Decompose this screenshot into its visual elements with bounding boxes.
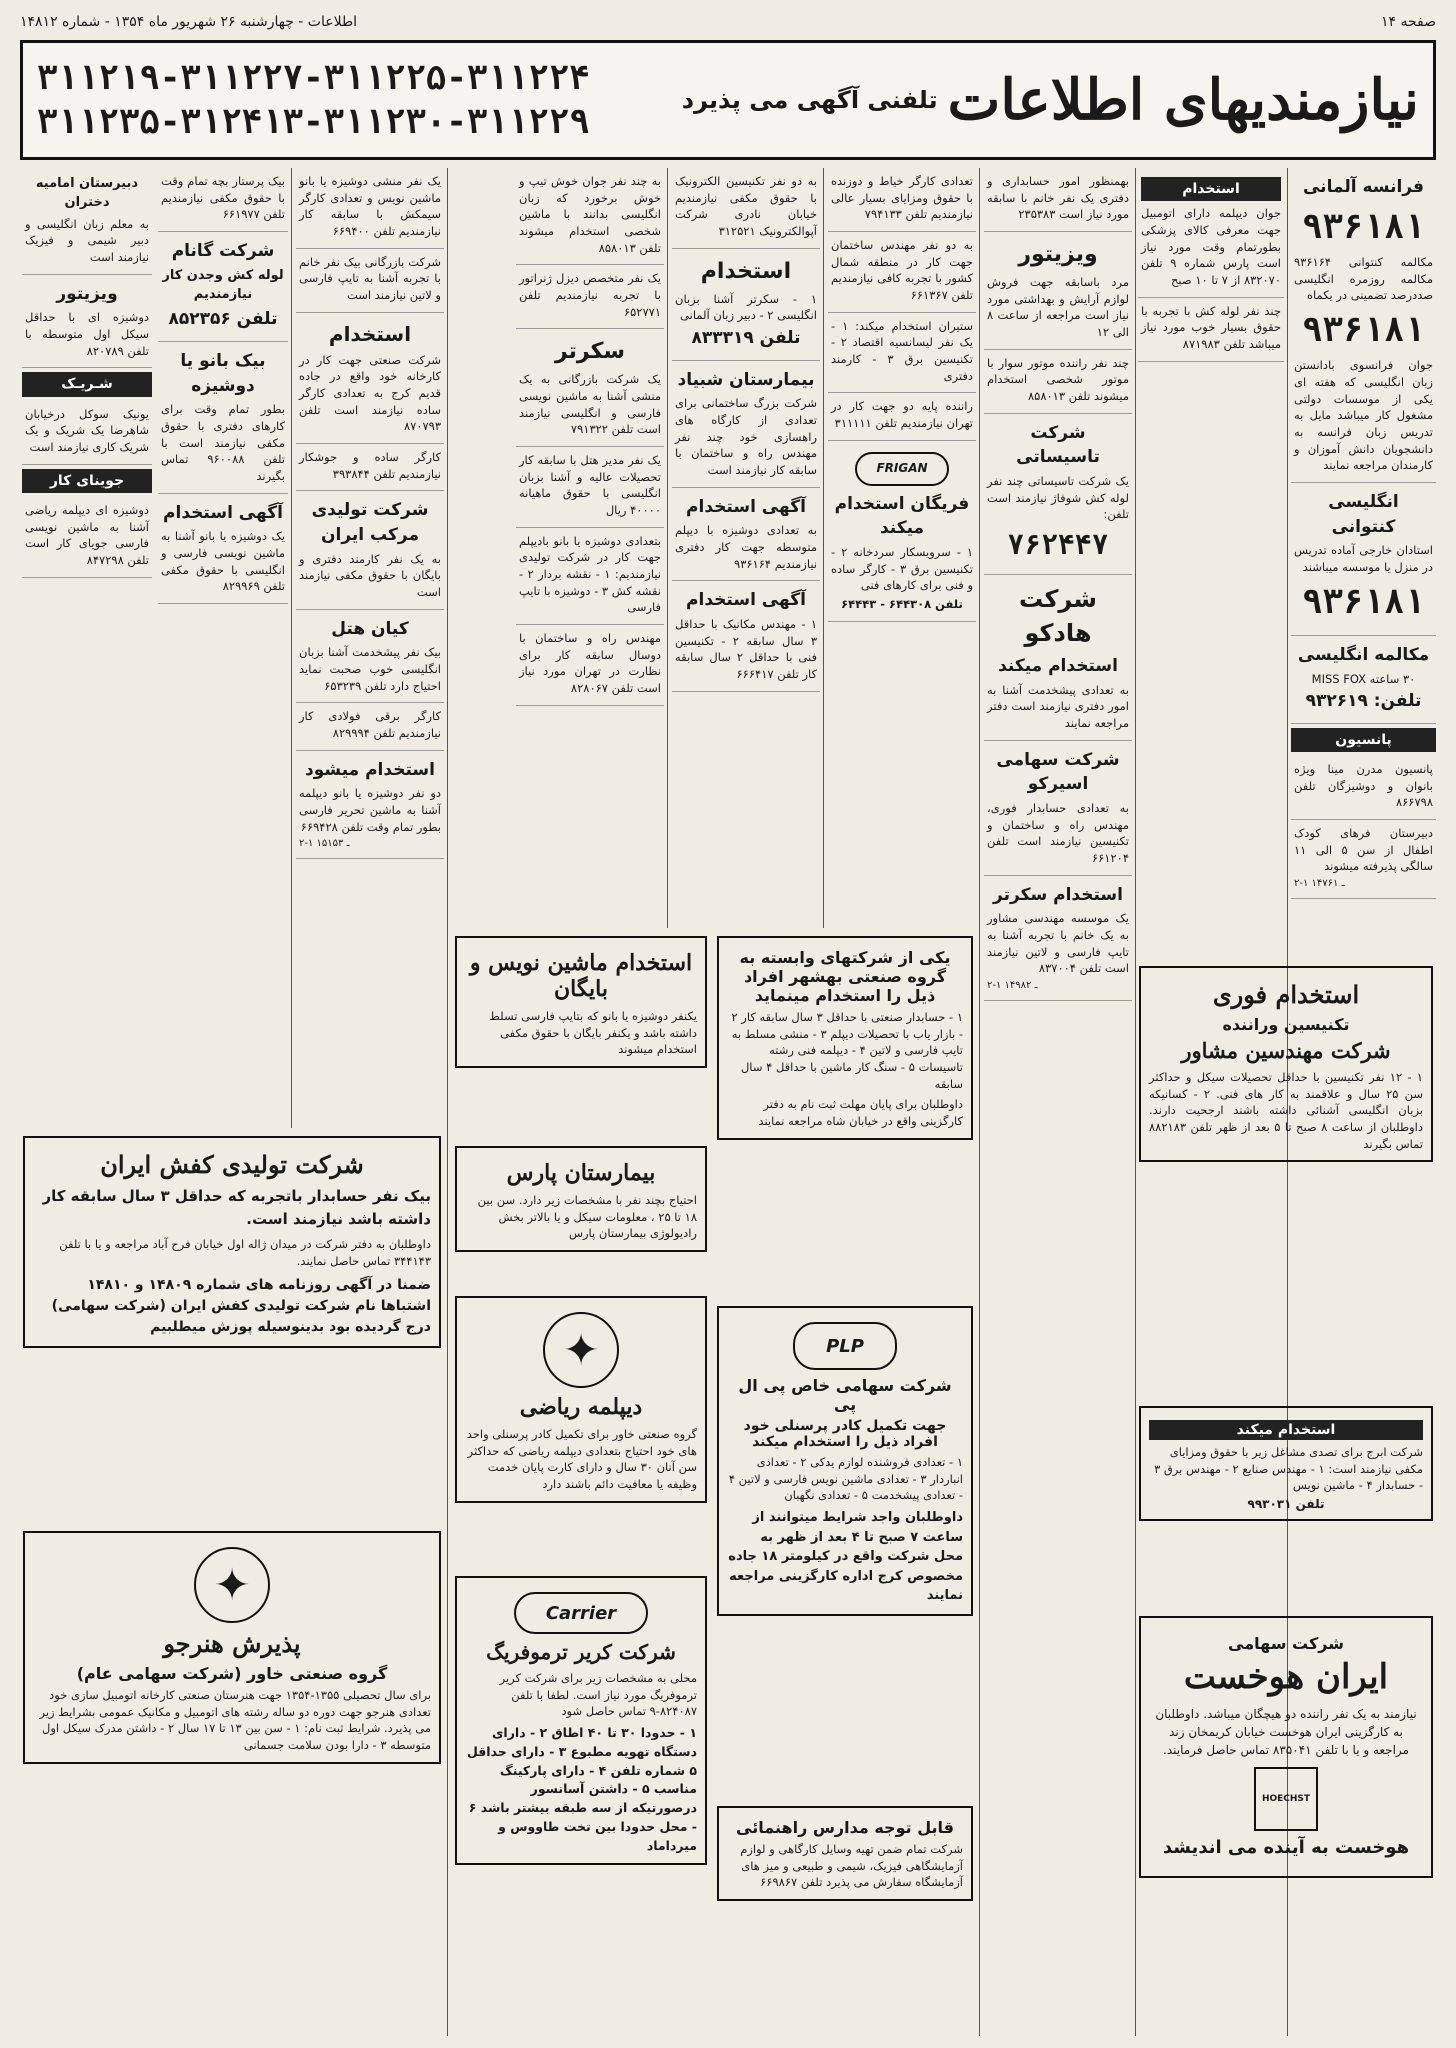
ad-school-equipment (714, 1800, 976, 1907)
ad-text: مرد باسابقه جهت فروش لوازم آرایش و بهداشتی مورد نیاز است مراجعه از ساعت ۸ الی ۱۲ (987, 274, 1129, 339)
ad-lady-clerk (158, 342, 288, 494)
ad-math-diploma (452, 1290, 710, 1509)
ad-hiring-4 (296, 751, 444, 859)
ad-text: شرکت ابرج برای تصدی مشاغل زیر با حقوق ومزایای مکفی نیازمند است: ۱ - مهندس صنایع ۲ - مهندس برق ۳ - حسابدار ۴ - ماشین نویس (1154, 1445, 1423, 1493)
ad-title: شرکت تاسیساتی (1016, 422, 1100, 468)
ad-text: پانسیون مدرن مینا ویژه بانوان و دوشیزگان تلفن ۸۶۶۷۹۸ (1294, 762, 1433, 810)
ad-phone: تلفن ۹۹۳۰۳۱ (1247, 1497, 1325, 1512)
issue-line: اطلاعات - چهارشنبه ۲۶ شهریور ماه ۱۳۵۴ - شماره ۱۴۸۱۲ (20, 14, 357, 30)
ad-title: بیمارستان پارس (506, 1160, 656, 1186)
ad-title: پذیرش هنرجو (163, 1629, 301, 1658)
ad-note: داوطلبان واجد شرایط میتوانند از ساعت ۷ صبح تا ۴ بعد از ظهر به محل شرکت واقع در کیلومتر ۱۸ جاده مخصوص کرج اداره کارگزینی مراجعه نمایند (728, 1510, 963, 1604)
ad-welders (296, 444, 444, 491)
ad-installation-co (984, 414, 1132, 575)
ad-text: دو نفر دوشیزه یا بانو دیپلمه آشنا به ماشین تحریر فارسی بطور تمام وقت تلفن ۶۶۹۴۲۸ (299, 786, 441, 834)
ad-hiring-notice-2 (672, 581, 820, 691)
ad-iran-hoechst (1136, 1610, 1436, 1884)
ad-text: مکالمه کنتوانی ۹۳۶۱۶۴ مکالمه روزمره انگلیسی صددرصد تضمینی در یکماه (1294, 254, 1433, 303)
ad-text: مهندس راه و ساختمان با دوسال سابقه کار برای نظارت در تهران مورد نیاز است تلفن ۸۲۸۰۶۷ (519, 631, 661, 696)
ad-title: بیمارستان شبیاد (677, 369, 815, 390)
ad-text: یکنفر دوشیزه یا بانو که بتایپ فارسی تسلط داشته باشد و یکنفر بایگان با حقوق مکفی استخدام میشوند (489, 1009, 697, 1057)
ad-phone: ۹۳۶۱۸۱ (1302, 206, 1425, 247)
column-rule (979, 168, 980, 2036)
ad-typist-archivist (452, 930, 710, 1074)
ad-english-teachers (1291, 483, 1436, 636)
ad-company: ایران هوخست (1183, 1657, 1389, 1697)
ad-title: بیک بانو یا دوشیزه (180, 350, 266, 396)
ad-title: سکرتر (554, 339, 626, 365)
ad-title: شرکت هادکو (1019, 584, 1097, 648)
ad-setiran (828, 313, 976, 394)
ad-text: ۳۰ ساعته MISS FOX (1311, 671, 1416, 686)
ad-employment-1 (1138, 168, 1284, 298)
logo-text: Carrier (545, 1602, 617, 1624)
ad-title: جهت تکمیل کادر پرسنلی خود افراد ذیل را استخدام میکند (743, 1418, 947, 1450)
ad-text: یک نفر متخصص دیزل ژنراتور با تجربه نیازمندیم تلفن ۶۵۲۷۷۱ (519, 271, 661, 319)
ad-box (455, 936, 707, 1068)
ad-text: بیک نفر پیشخدمت آشنا بزبان انگلیسی خوب صحبت نماید احتیاج دارد تلفن ۶۵۳۲۳۹ (299, 645, 441, 693)
ad-subtitle: گروه صنعتی خاور (شرکت سهامی عام) (76, 1664, 388, 1683)
ad-text: دوشیزه ای با حداقل سیکل اول متوسطه با تلفن ۸۲۰۷۸۹ (25, 310, 149, 358)
frigan-logo: FRIGAN (855, 452, 949, 486)
banner-phones (37, 58, 590, 142)
ad-job-seeker (22, 497, 152, 578)
ad-text: ۱ - ۱۲ نفر تکنیسین با حداقل تحصیلات سیکل و حداکثر سن ۲۵ سال و علاقمند به کار های فنی. ۲ - کسانیکه بزبان انگلیسی آشنائی داشته باشند ارجحیت دارند. داوطلبان از ساعت ۸ صبح تا ۵ بعد از ظهر تلفن ۸۸۲۱۸۳ تماس بگیرند (1149, 1070, 1423, 1151)
ad-phone: ۹۳۶۱۸۱ (1302, 581, 1425, 622)
ad-text: راننده پایه دو جهت کار در تهران نیازمندیم تلفن ۳۱۱۱۱۱ (831, 399, 973, 431)
ad-text: به تعدادی حسابدار فوری، مهندس راه و ساختمان و تکنیسین نیازمند است تلفن ۶۶۱۲۰۴ (987, 801, 1129, 866)
ad-title: دیپلمه ریاضی (519, 1394, 643, 1420)
ad-diesel (516, 265, 664, 329)
ad-box (1139, 1406, 1433, 1521)
ad-driver (828, 393, 976, 440)
ad-iran-shoes (20, 1130, 444, 1354)
ad-text: چند نفر راننده موتور سوار با موتور شخصی استخدام میشوند تلفن ۸۵۸۰۱۳ (987, 355, 1129, 403)
ad-box (23, 1136, 441, 1348)
ad-title: شرکت تولیدی مرکب ایران (311, 500, 429, 546)
ad-phone: تلفن: ۹۳۲۶۱۹ (1305, 691, 1422, 712)
ad-text: بطور تمام وقت برای کارهای دفتری با حقوق مکفی نیازمند است با تلفن ۹۶۰۰۸۸ تماس بگیرند (161, 402, 285, 483)
ad-box (1139, 966, 1433, 1162)
ad-apprentice-admission (20, 1525, 444, 1770)
ad-draftsmen (516, 528, 664, 625)
ad-title: استخدام فوری (1212, 980, 1360, 1009)
plp-logo: PLP (793, 1322, 897, 1370)
ad-box (455, 1576, 707, 1865)
logo-text: HOECHST (1261, 1794, 1311, 1804)
column-8 (20, 168, 288, 1128)
ad-title: فرانسه آلمانی (1302, 177, 1425, 197)
ad-shabiad-hospital (672, 361, 820, 488)
ad-text: احتیاج بچند نفر با مشخصات زیر دارد. سن بین ۱۸ تا ۲۵ ، معلومات سیکل و یا بالاتر بخش رادیولوژی بیمارستان پارس (477, 1193, 697, 1241)
ad-title: قابل توجه مدارس راهنمائی (736, 1818, 954, 1837)
ad-text: به تعدادی دوشیزه با دیپلم متوسطه جهت کار دفتری نیازمندیم ۹۳۶۱۶۴ (675, 523, 817, 571)
ad-text: تعدادی کارگر خیاط و دوزنده با حقوق ومزایای بسیار عالی نیازمندیم تلفن ۷۹۴۱۳۳ (831, 174, 973, 222)
ad-secretary (984, 876, 1132, 1001)
ad-girls-school (22, 168, 152, 275)
column-7 (296, 168, 444, 1128)
section-job-seekers: جوینای کار (22, 469, 152, 493)
ad-text: چند نفر لوله کش با تجربه با حقوق بسیار خوب مورد نیاز میباشد تلفن ۸۷۱۹۸۳ (1141, 303, 1281, 351)
classifieds-banner (20, 40, 1436, 160)
ad-kian-hotel (296, 610, 444, 704)
ad-text: به دو نفر مهندس ساختمان جهت کار در منطقه شمال کشور با تجربه کافی نیازمندیم تلفن ۶۶۱۳۶۷ (831, 238, 973, 303)
ad-box (23, 1531, 441, 1764)
ad-text: شرکت تمام ضمن تهیه وسایل کارگاهی و لوازم آزمایشگاهی فیزیک، شیمی و طبیعی و میز های آزمایشگاه سفارش می پذیرد تلفن ۶۶۹۸۶۷ (740, 1842, 963, 1890)
ad-text: محلی به مشخصات زیر برای شرکت کریر ترموفریگ مورد نیاز است. لطفا با تلفن ۸۲۴۰۸۷-۹ تماس حاصل شود (499, 1671, 697, 1719)
section-partner: شـریـک (22, 372, 152, 396)
ad-text: بتعدادی دوشیزه یا بانو بادیپلم جهت کار در شرکت تولیدی نیازمندیم: ۱ - نقشه بردار ۲ - نقشه کش ۳ - دوشیزه با تایپ فارسی (519, 533, 661, 615)
ad-urgent-hiring (1136, 960, 1436, 1168)
ad-text: بیک پرستار بچه تمام وقت با حقوق مکفی نیازمندیم تلفن ۶۶۱۹۷۷ (161, 174, 285, 222)
ad-box (455, 1146, 707, 1252)
hoechst-logo (1254, 1767, 1318, 1831)
ad-text: به دو نفر تکنیسین الکترونیک با حقوق مکفی نیازمندیم خیابان نادری شرکت آپوالکترونیک ۳۱۲۵۲۱ (675, 174, 817, 239)
ad-electronics (672, 168, 820, 249)
ad-iran-ink (296, 491, 444, 609)
ad-asirco (984, 741, 1132, 876)
section-pansion: پانسیون (1291, 728, 1436, 752)
ad-text: ۱ - سرویسکار سردخانه ۲ - تکنیسین برق ۳ - کارگر ساده و فنی برای کارهای فنی (831, 545, 973, 593)
ad-hotel-manager (516, 447, 664, 528)
ad-company: شرکت سهامی خاص پی ال پی (738, 1376, 952, 1414)
ad-phone: تلفن ۸۳۳۳۱۹ (691, 327, 801, 348)
ad-subtitle: لوله کش وجدن کار نیازمندیم (162, 267, 284, 302)
banner-subtitle: تلفنی آگهی می پذیرد (681, 86, 938, 114)
ad-english-conversation (1291, 636, 1436, 724)
ad-text: به تعدادی پیشخدمت آشنا به امور دفتری نیازمند است دفتر مراجعه نمایند (987, 682, 1129, 731)
column-rule (823, 168, 824, 928)
ad-french-german (1291, 168, 1436, 483)
ad-text: یک شرکت بازرگانی به یک منشی آشنا به ماشین نویسی فارسی و انگلیسی نیازمند است تلفن ۷۹۱۳۲۲ (519, 372, 661, 437)
ad-hiring-notice-1 (672, 488, 820, 582)
ad-employment-2 (672, 249, 820, 361)
ad-title: فریگان استخدام میکند (834, 493, 970, 539)
ad-title: استخدام میکند (1149, 1420, 1423, 1440)
ad-text: ۱ - مهندس مکانیک با حداقل ۳ سال سابقه ۲ - تکنیسین فنی با حداقل ۲ سال سابقه کار تلفن ۶۶۶۴۱۷ (675, 616, 817, 681)
ad-title: ویزیتور (56, 283, 118, 304)
ad-company: شرکت مهندسین مشاور (1181, 1038, 1391, 1063)
ad-ganam (158, 232, 288, 342)
ad-phone: ۷۶۲۴۴۷ (1007, 527, 1109, 561)
ad-title: شرکت تولیدی کفش ایران (100, 1150, 364, 1179)
ad-text: یونیک سوکل درخیابان شاهرضا یک شریک و یک شریک کاری نیازمند است (25, 406, 149, 454)
ad-nanny (158, 168, 288, 232)
ad-trading-co (296, 249, 444, 313)
column-4 (828, 168, 976, 928)
ad-plp (714, 1300, 976, 1622)
ad-abraj (1136, 1400, 1436, 1527)
ad-list: ۱ - حدودا ۳۰ تا ۴۰ اطاق ۲ - دارای دستگاه تهویه مطبوع ۳ - دارای حداقل ۵ شماره تلفن ۴ - دارای پارکینگ مناسب ۵ - داشتن آسانسور درصورتیکه از سه طبقه بیشتر باشد ۶ - محل حدودا بین تخت طاووس و میرداماد (466, 1725, 697, 1853)
ad-title: شرکت گانام (171, 241, 275, 262)
ad-phone: تلفن ۸۵۲۳۵۶ (168, 309, 278, 330)
ad-phone: ۹۳۶۱۸۱ (1302, 309, 1425, 350)
ad-title: انگلیسی کنتوانی (1328, 491, 1399, 537)
ad-text: یک موسسه مهندسی مشاور به یک خانم با تجربه آشنا به تایپ فارسی و لاتین نیازمند است تلفن ۸۳۷۰۰۴ (987, 911, 1129, 976)
ad-civil-engineers (828, 232, 976, 313)
ad-text: دبیرستان فرهای کودک اطفال از سن ۵ الی ۱۱ سالگی پذیرفته میشوند (1294, 826, 1433, 874)
ad-text: برای سال تحصیلی ۱۳۵۵-۱۳۵۴ جهت هنرستان صنعتی کارخانه اتومبیل سازی خود تعدادی هنرجو جهت دوره دو ساله رشته های اتومبیل و مکانیک عمومی بشرایط زیر می پذیرد. شرایط ثبت نام: ۱ - سن بین ۱۳ تا ۱۷ سال ۲ - داشتن مدرک سیکل اول متوسطه ۳ - دارا بودن سلامت جسمانی (39, 1688, 431, 1753)
ad-text: ۱ - سکرتر آشنا بزبان انگلیسی ۲ - دبیر زبان آلمانی (675, 291, 817, 323)
ad-list: ۱ - تعدادی فروشنده لوازم یدکی ۲ - تعدادی انباردار ۳ - تعدادی ماشین نویس فارسی و لاتین ۴ - تعدادی پیشخدمت ۵ - تعدادی نگهبان (728, 1455, 963, 1503)
column-rule (291, 168, 292, 1128)
ad-text: کارگر ساده و جوشکار نیازمندیم تلفن ۳۹۳۸۴۴ (299, 450, 441, 481)
ad-slogan: هوخست به آینده می اندیشد (1162, 1837, 1410, 1858)
ad-text: دوشیزه ای دیپلمه ریاضی آشنا به ماشین نویسی فارسی جویای کار است تلفن ۸۴۷۲۹۸ (25, 502, 149, 567)
mercedes-star-icon (194, 1547, 270, 1623)
ad-text: یک نفر مدیر هتل با سابقه کار تحصیلات عالیه و آشنا بزبان انگلیسی با حقوق ماهیانه ۴۰۰۰۰ ریال (519, 452, 661, 517)
ad-title: کیان هتل (331, 618, 409, 639)
ad-hadco (984, 575, 1132, 741)
ad-title: مکالمه انگلیسی (1297, 644, 1430, 665)
ad-subtitle: تکنیسین وراننده (1222, 1015, 1350, 1034)
ad-company-small: شرکت سهامی (1228, 1634, 1344, 1653)
ad-title: شرکت سهامی اسیرکو (996, 749, 1120, 795)
ad-text: به معلم زبان انگلیسی و دبیر شیمی و فیزیک نیازمند است (25, 216, 149, 265)
col8-sub-left (22, 168, 152, 604)
ad-text: داوطلبان برای پایان مهلت ثبت نام به دفتر کارگزینی واقع در خیابان شاه مراجعه نمایند (758, 1097, 963, 1129)
ad-text: استادان خارجی آماده تدریس در منزل یا موسسه میباشند (1294, 543, 1433, 574)
carrier-logo (514, 1592, 648, 1634)
ad-text: کارگر برقی فولادی کار نیازمندیم تلفن ۸۲۹۹۹۴ (299, 709, 441, 741)
column-3 (984, 168, 1132, 2036)
mercedes-star-icon (543, 1312, 619, 1388)
ad-text: جوان فرانسوی بادانستن زبان انگلیسی که هفته ای یکی از موسسات دولتی مشغول کار میباشد مایل به تدریس زبان فرانسه به دانشجویان دانش آموزان و کارمندان مراجعه نمایند (1294, 358, 1433, 473)
ad-text: بیک نفر حسابدار باتجربه که حداقل ۳ سال سابقه کار داشته باشد نیازمند است. (42, 1187, 431, 1228)
ad-secretary-3 (296, 168, 444, 249)
ad-secretary-2 (516, 329, 664, 447)
column-6 (516, 168, 664, 928)
ad-box (717, 1806, 973, 1901)
ad-ref: ۲-۱ ـ ۱۴۷۶۱ (1294, 878, 1345, 890)
ad-plumbers (1138, 298, 1284, 362)
ad-note: داوطلبان به دفتر شرکت در میدان ژاله اول خیابان فرح آباد مراجعه و یا با تلفن ۳۴۴۱۴۳ تماس حاصل نمایند. (59, 1237, 431, 1268)
ad-title: آگهی استخدام (163, 502, 283, 523)
ad-title: شرکت کریر ترموفریگ (486, 1640, 676, 1664)
ad-title: دبیرستان امامیه دختران (35, 176, 139, 210)
ad-ref: ۲-۱ ـ ۱۴۹۸۲ (987, 980, 1038, 992)
top-line (20, 14, 1436, 34)
ad-title: استخدام (328, 321, 412, 346)
ad-visitor-2 (22, 275, 152, 369)
col8-sub-right (158, 168, 288, 604)
ad-visitor (984, 232, 1132, 350)
ad-text: یک شرکت تاسیساتی چند نفر لوله کش شوفاژ نیازمند است تلفن: (987, 473, 1129, 522)
page-number: صفحه ۱۴ (1380, 14, 1436, 30)
ad-steel-workers (296, 703, 444, 750)
ad-road-engineer (516, 625, 664, 706)
banner-phones-line2: ۳۱۱۲۳۵-۳۱۲۴۱۳-۳۱۱۲۳۰-۳۱۱۲۲۹ (37, 102, 590, 142)
ad-phone: تلفن ۶۴۴۳۰۸ - ۶۴۴۴۳ (841, 597, 963, 612)
ad-text: به یک نفر کارمند دفتری و بایگان با حقوق مکفی نیازمند است (299, 551, 441, 600)
ad-title: استخدام سکرتر (993, 884, 1123, 905)
ad-text: جوان دیپلمه دارای اتومبیل جهت معرفی کالای پزشکی بطورتمام وقت مورد نیاز است پارس شماره ۹ تلفن ۸۳۲۰۷۰ از ۷ تا ۱۰ صبح (1141, 206, 1281, 287)
column-rule (667, 168, 668, 928)
ad-title: استخدام میشود (305, 759, 435, 780)
banner-phones-line1: ۳۱۱۲۱۹-۳۱۱۲۲۷-۳۱۱۲۲۵-۳۱۱۲۲۴ (37, 58, 590, 98)
ad-partner (22, 401, 152, 465)
ad-tailors (828, 168, 976, 232)
ad-behshahr (714, 930, 976, 1146)
ad-subtitle: استخدام میکند (998, 656, 1118, 677)
ad-title: یکی از شرکتهای وابسته به گروه صنعتی بهشهر افراد ذیل را استخدام مینماید (739, 948, 951, 1005)
ad-list: ۱ - حسابدار صنعتی با حداقل ۳ سال سابقه کار ۲ - بازار یاب با تحصیلات دیپلم ۳ - منشی مسلط به تایپ فارسی و لاتین ۴ - دیپلمه فنی رشته تاسیسات ۵ - سنگ کار ماشین با حداقل ۴ سال سابقه (731, 1010, 963, 1091)
ad-text: یک دوشیزه یا بانو آشنا به ماشین نویسی فارسی و انگلیسی با حقوق مکفی تلفن ۸۲۹۹۶۹ (161, 529, 285, 594)
ad-text: یک نفر منشی دوشیزه یا بانو ماشین نویس و تعدادی کارگر سیمکش با سابقه کار نیازمندیم تلفن ۶۶۹۴۰۰ (299, 174, 441, 239)
column-5 (672, 168, 820, 928)
ad-pansion-mina (1291, 756, 1436, 820)
ad-text: به چند نفر جوان خوش تیپ و خوش برخورد که زبان انگلیسی بدانند با ماشین شخصی استخدام میشوند تلفن ۸۵۸۰۱۳ (519, 174, 661, 255)
ad-title: استخدام (1141, 177, 1281, 201)
ad-text: شرکت بزرگ ساختمانی برای تعدادی از کارگاه های راهسازی خود چند نفر مهندس راه و ساختمان با سابقه کار نیازمند است (675, 396, 817, 477)
ad-box (1139, 1616, 1433, 1878)
banner-title: نیازمندیهای اطلاعات (947, 67, 1419, 133)
ad-text: شرکت صنعتی جهت کار در کارخانه خود واقع در جاده قدیم کرج به تعدادی کارگر ساده نیازمند است تلفن ۸۷۰۷۹۳ (299, 352, 441, 434)
ad-title: آگهی استخدام (686, 496, 806, 517)
ad-box (717, 936, 973, 1140)
ad-employment-3 (296, 313, 444, 444)
ad-kindergarten (1291, 820, 1436, 899)
column-rule (447, 168, 448, 2036)
ad-title: آگهی استخدام (686, 590, 806, 611)
ad-hiring-5 (158, 494, 288, 604)
ad-young-men (516, 168, 664, 265)
col8-top (20, 168, 288, 604)
ad-title: استخدام ماشین نویس و بایگان (469, 950, 693, 1002)
ad-text: شرکت بازرگانی بیک نفر خانم با تجربه آشنا به تایپ فارسی و لاتین نیازمند است (299, 254, 441, 303)
ad-title: استخدام (700, 258, 792, 284)
ad-frigan (828, 441, 976, 622)
ad-correction: ضمنا در آگهی روزنامه های شماره ۱۴۸۰۹ و ۱۴۸۱۰ اشتباها نام شرکت تولیدی کفش ایران (شرکت سهامی) درج گردیده بود بدینوسیله پوزش میطلبیم (51, 1277, 431, 1336)
ad-pars-hospital (452, 1140, 710, 1258)
ad-box (455, 1296, 707, 1503)
ad-motor-drivers (984, 350, 1132, 414)
ad-title: ویزیتور (1018, 242, 1098, 268)
ad-text: بهمنظور امور حسابداری و دفتری یک نفر خانم با سابقه مورد نیاز است ۲۳۵۳۸۳ (987, 174, 1129, 222)
ad-box (717, 1306, 973, 1616)
ad-accounting-lady (984, 168, 1132, 232)
ad-text: گروه صنعتی خاور برای تکمیل کادر پرسنلی واحد های خود احتیاج بتعدادی دیپلمه ریاضی که حداکثر سن آنان ۳۰ سال و دارای کارت پایان خدمت وظیفه یا معافیت دائم باشند دارد (466, 1427, 697, 1492)
ad-ref: ۲-۱ ـ ۱۵۱۵۳ (299, 838, 350, 850)
ad-text: ستیران استخدام میکند: ۱ - یک نفر لیسانسیه اقتصاد ۲ - تکنیسین برق ۳ - کارمند دفتری (831, 318, 974, 383)
ad-carrier (452, 1570, 710, 1871)
ad-text: نیازمند به یک نفر راننده دو هیچگان میباشد. داوطلبان به کارگزینی ایران هوخست خیابان کریمخان زند مراجعه و یا با تلفن ۸۳۵۰۴۱ تماس حاصل فرمایند. (1155, 1707, 1417, 1757)
